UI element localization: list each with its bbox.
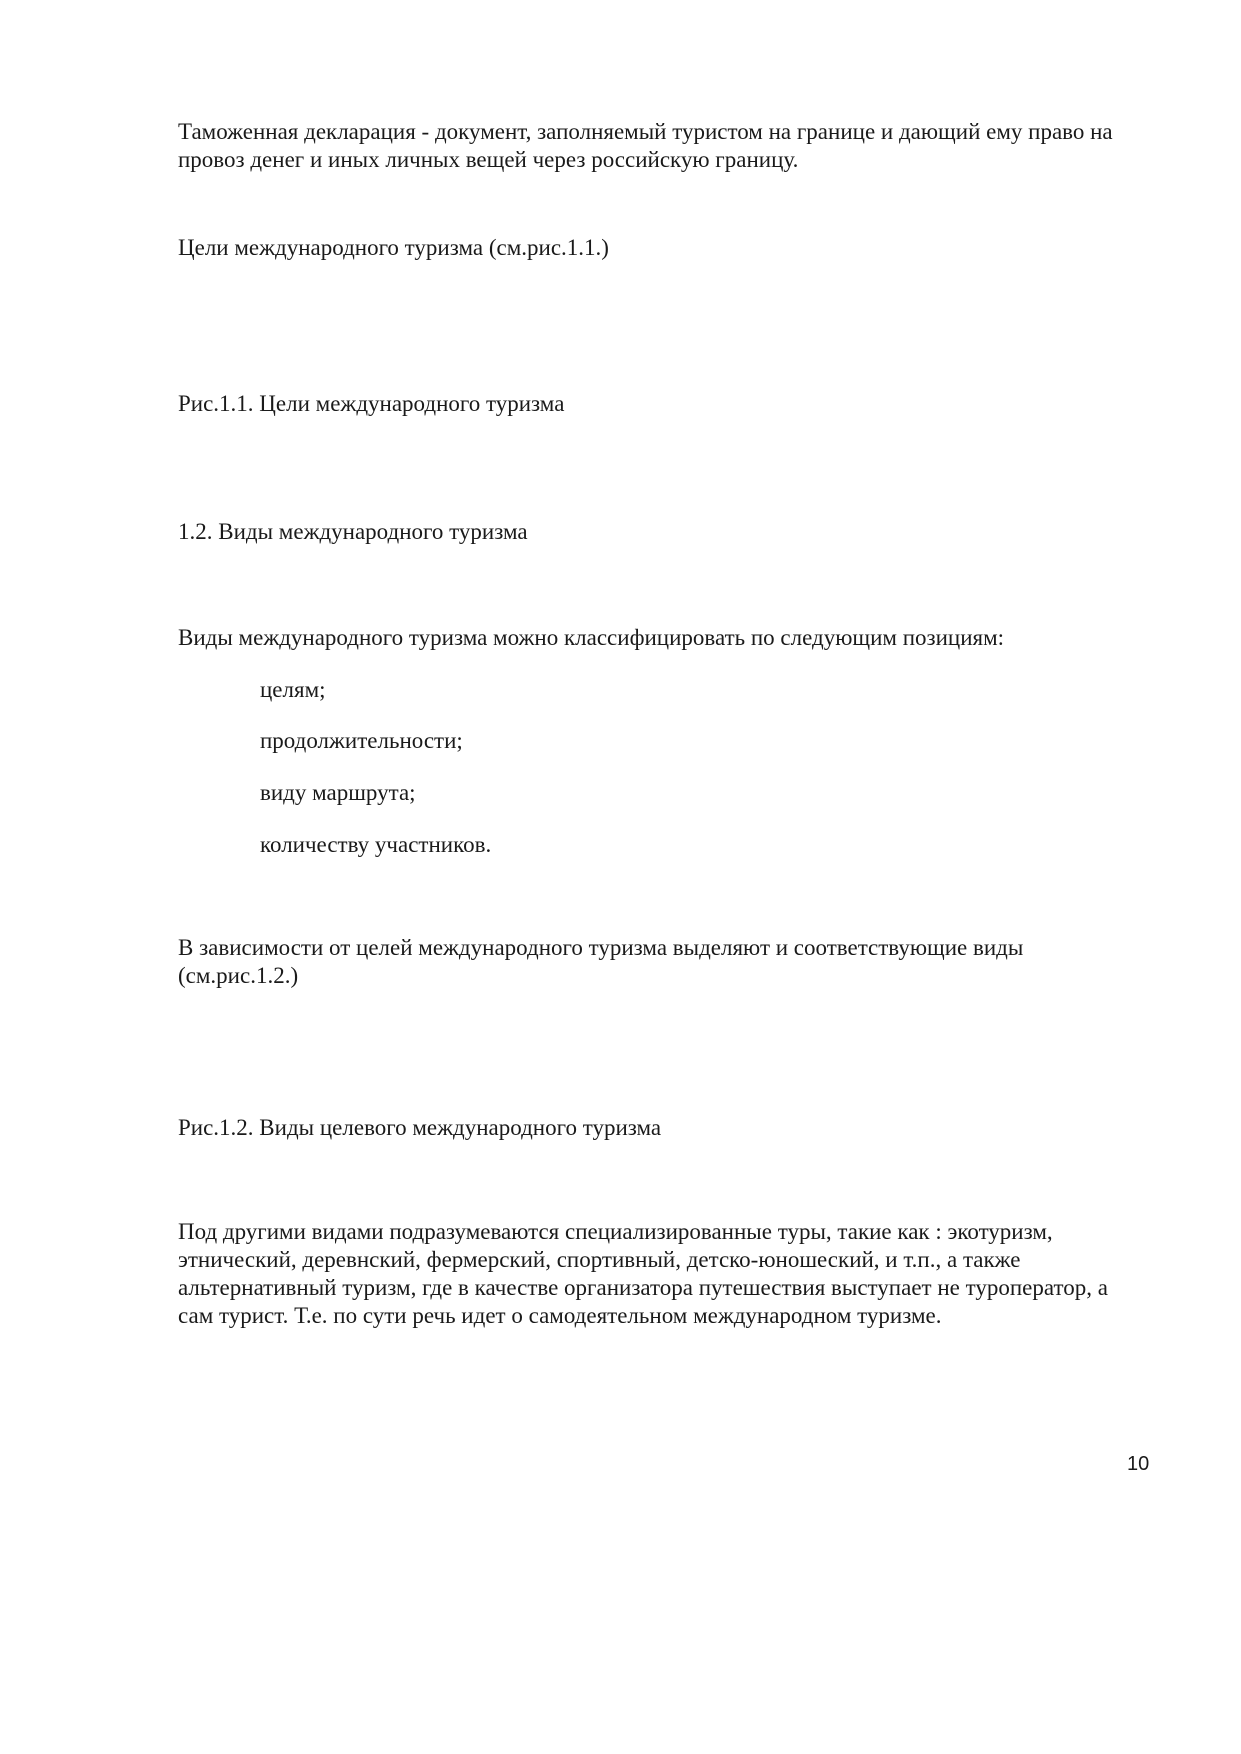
figure-1-2-caption: Рис.1.2. Виды целевого международного туризма [178,1115,662,1140]
list-item: целям; [260,677,326,702]
figure-1-1-caption: Рис.1.1. Цели международного туризма [178,391,565,416]
list-item: количеству участников. [260,832,492,857]
paragraph-customs-declaration: Таможенная декларация - документ, заполняемый туристом на границе и дающий ему право на провоз денег и иных личных вещей через российскую границу. [178,119,1113,172]
page-number: 10 [1127,1453,1150,1475]
paragraph-other-types: Под другими видами подразумеваются специализированные туры, такие как : экотуризм, этнический, деревнский, фермерский, спортивный, детско-юношеский, и т.п., а также альтернативный туризм, где в качестве организатора путешествия выступает не туроператор, а сам турист. Т.е. по сути речь идет о самодеятельном международном туризме. [178,1219,1108,1328]
list-item: продолжительности; [260,728,463,753]
section-heading: 1.2. Виды международного туризма [178,519,528,544]
paragraph-dependency: В зависимости от целей международного туризма выделяют и соответствующие виды (см.рис.1.2.) [178,935,1024,988]
paragraph-classification-intro: Виды международного туризма можно классифицировать по следующим позициям: [178,625,1005,650]
list-item: виду маршрута; [260,780,416,805]
paragraph-goals-intro: Цели международного туризма (см.рис.1.1.) [178,235,609,260]
